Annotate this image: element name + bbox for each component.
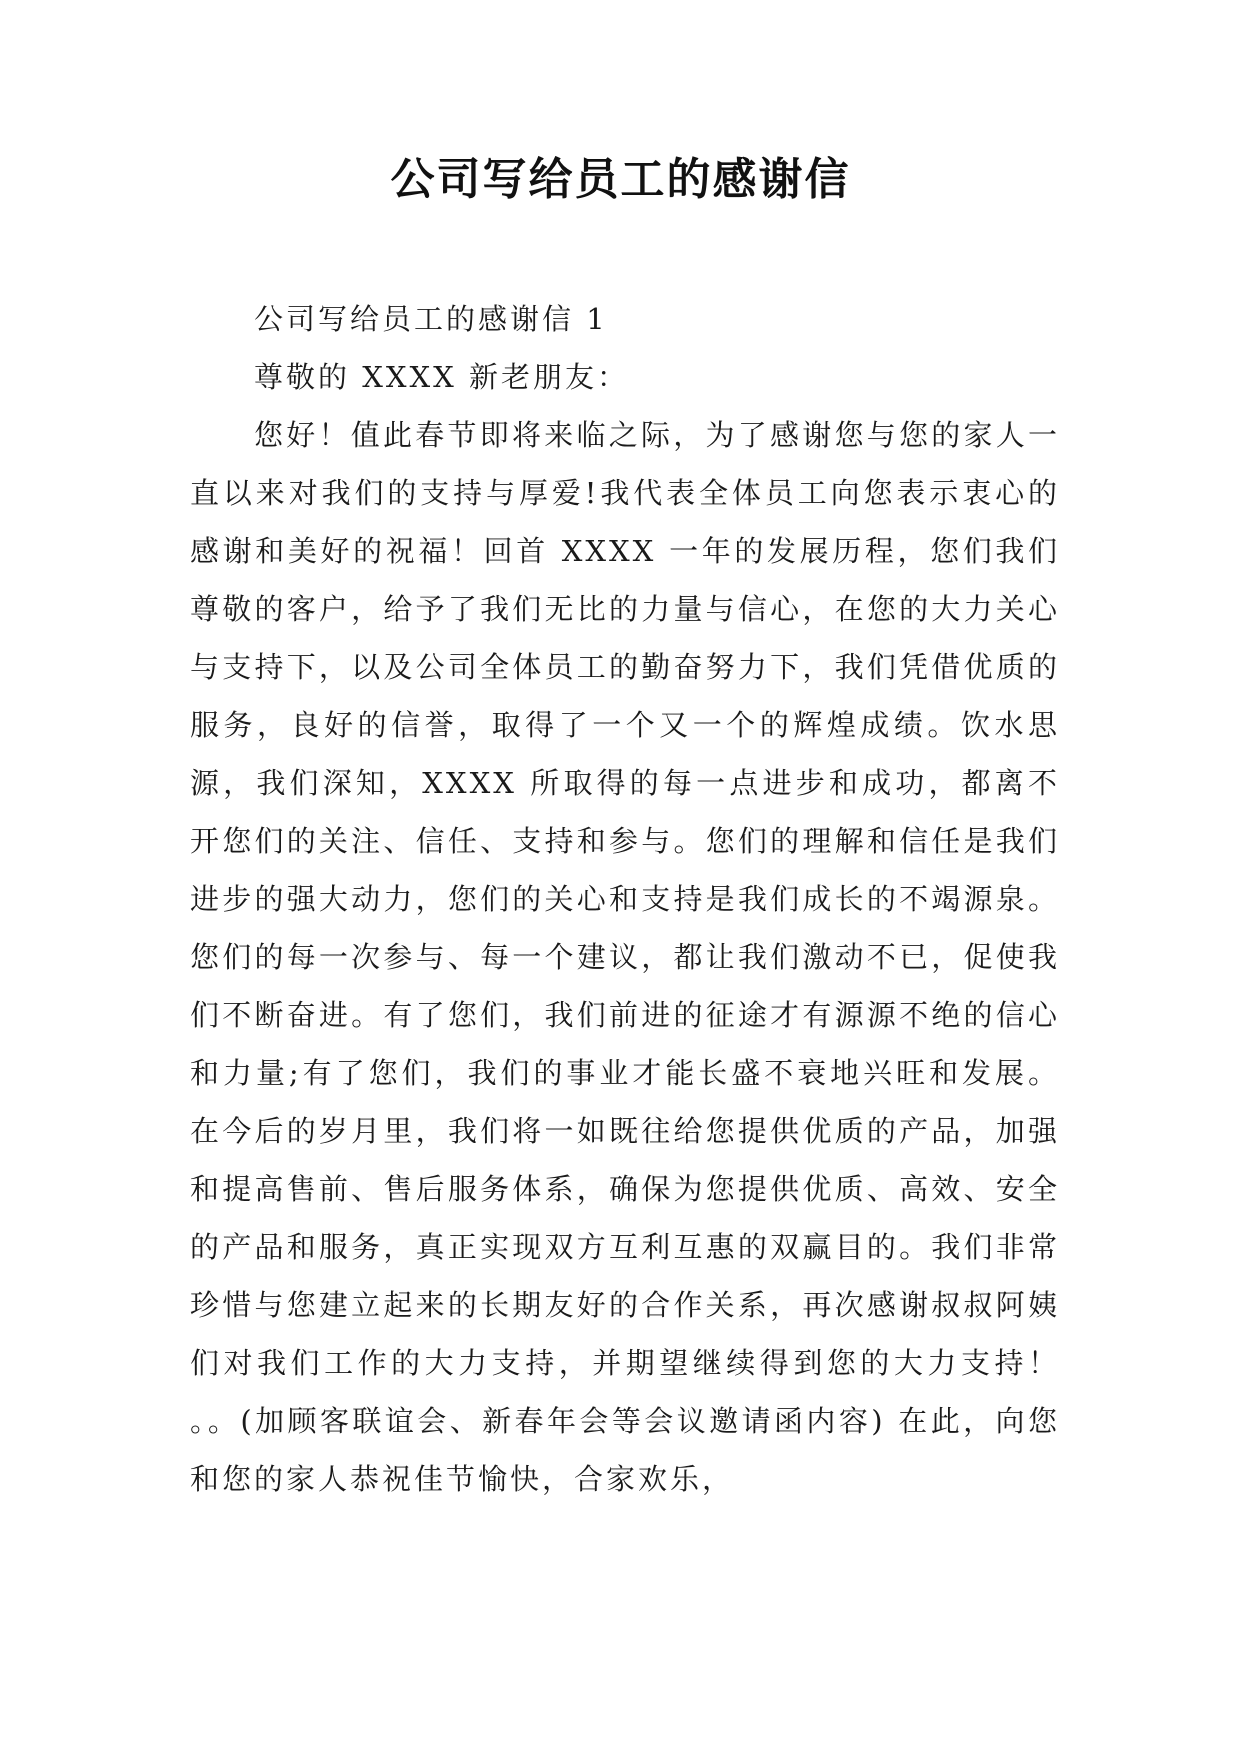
salutation: 尊敬的 XXXX 新老朋友：	[254, 360, 630, 394]
letter-body-paragraph: 您好！值此春节即将来临之际，为了感谢您与您的家人一直以来对我们的支持与厚爱!我代表全体员工向您表示衷心的感谢和美好的祝福！回首 XXXX 一年的发展历程，您们我们尊敬的客户，给予了我们无比的力量与信心，在您的大力关心与支持下，以及公司全体员工的勤奋努力下，我们凭借优质的服务，良好的信誉，取得了一个又一个的辉煌成绩。饮水思源，我们深知，XXXX 所取得的每一点进步和成功，都离不开您们的关注、信任、支持和参与。您们的理解和信任是我们进步的强大动力，您们的关心和支持是我们成长的不竭源泉。您们的每一次参与、每一个建议，都让我们激动不已，促使我们不断奋进。有了您们，我们前进的征途才有源源不绝的信心和力量;有了您们，我们的事业才能长盛不衰地兴旺和发展。 在今后的岁月里，我们将一如既往给您提供优质的产品，加强和提高售前、售后服务体系，确保为您提供优质、高效、安全的产品和服务，真正实现双方互利互惠的双赢目的。我们非常珍惜与您建立起来的长期友好的合作关系，再次感谢叔叔阿姨们对我们工作的大力支持，并期望继续得到您的大力支持！ 。。(加顾客联谊会、新春年会等会议邀请函内容) 在此，向您和您的家人恭祝佳节愉快，合家欢乐，	[190, 418, 1060, 1496]
document-title: 公司写给员工的感谢信	[390, 154, 851, 205]
letter-heading: 公司写给员工的感谢信 1	[254, 302, 608, 336]
document-body	[190, 290, 1060, 1508]
